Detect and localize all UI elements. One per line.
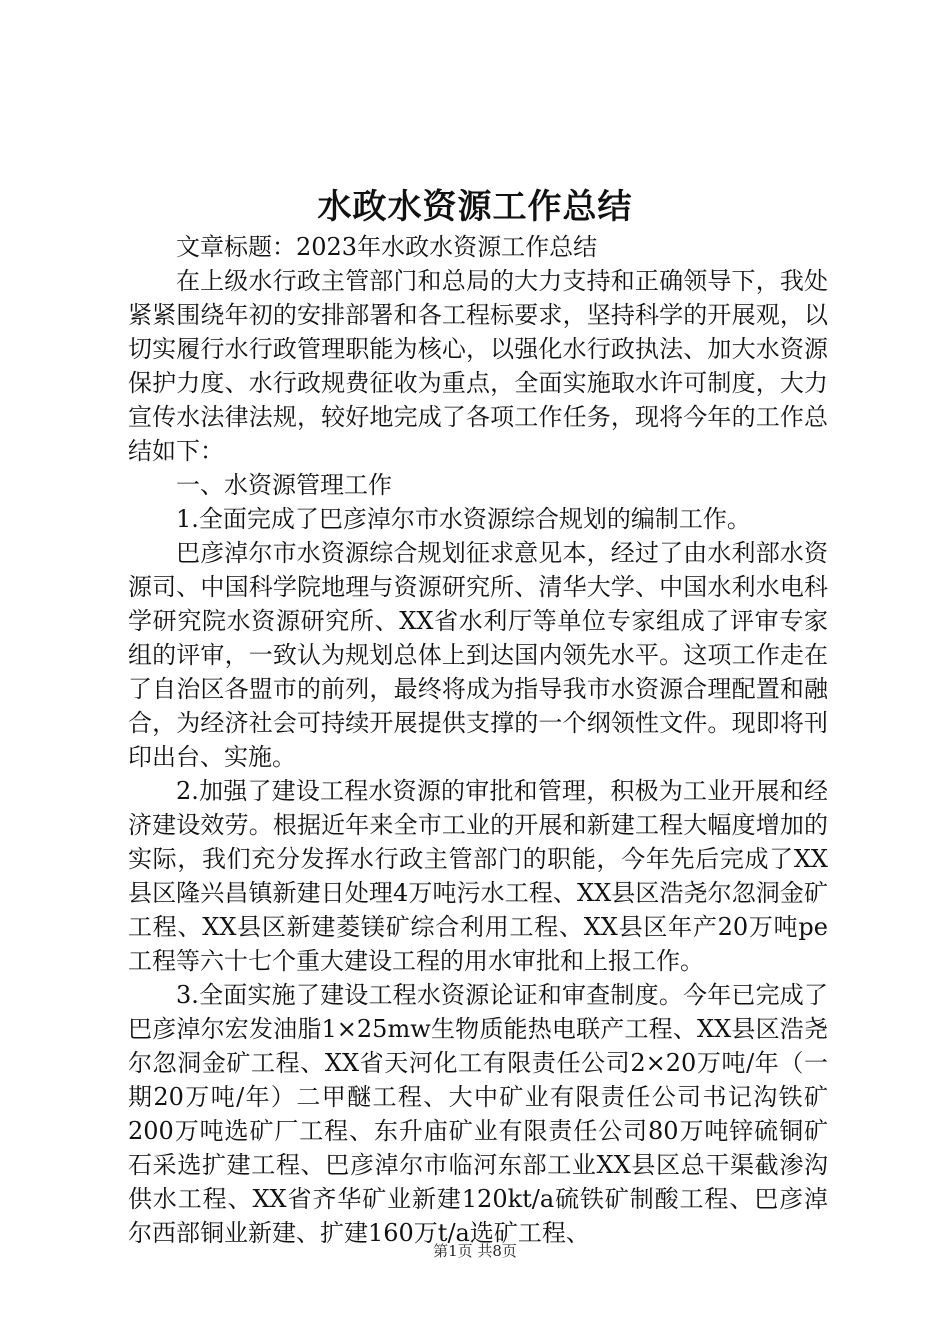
intro-paragraph: 在上级水行政主管部门和总局的大力支持和正确领导下，我处紧紧围绕年初的安排部署和各工程标要求，坚持科学的开展观，以切实履行水行政管理职能为核心，以强化水行政执法、加大水资源保护力度、水行政规费征收为重点，全面实施取水许可制度，大力宣传水法律法规，较好地完成了各项工作任务，现将今年的工作总结如下： [128,267,828,465]
item-2-paragraph: 2.加强了建设工程水资源的审批和管理，积极为工业开展和经济建设效劳。根据近年来全市工业的开展和新建工程大幅度增加的实际，我们充分发挥水行政主管部门的职能，今年先后完成了XX县区隆兴昌镇新建日处理4万吨污水工程、XX县区浩尧尔忽洞金矿工程、XX县区新建菱镁矿综合利用工程、XX县区年产20万吨pe工程等六十七个重大建设工程的用水审批和上报工作。 [128,777,828,975]
article-title-line: 文章标题：2023年水政水资源工作总结 [176,233,598,261]
document-body [128,230,828,1250]
document-title: 水政水资源工作总结 [317,187,633,227]
item-1-paragraph: 巴彦淖尔市水资源综合规划征求意见本，经过了由水利部水资源司、中国科学院地理与资源研究所、清华大学、中国水利水电科学研究院水资源研究所、XX省水利厅等单位专家组成了评审专家组的评审，一致认为规划总体上到达国内领先水平。这项工作走在了自治区各盟市的前列，最终将成为指导我市水资源合理配置和融合，为经济社会可持续开展提供支撑的一个纲领性文件。现即将刊印出台、实施。 [128,539,828,771]
section-heading: 一、水资源管理工作 [176,471,392,499]
page-footer: 第1页 共8页 [433,1242,517,1260]
item-3-paragraph: 3.全面实施了建设工程水资源论证和审查制度。今年已完成了巴彦淖尔宏发油脂1×25mw生物质能热电联产工程、XX县区浩尧尔忽洞金矿工程、XX省天河化工有限责任公司2×20万吨/年（一期20万吨/年）二甲醚工程、大中矿业有限责任公司书记沟铁矿200万吨选矿厂工程、东升庙矿业有限责任公司80万吨锌硫铜矿石采选扩建工程、巴彦淖尔市临河东部工业XX县区总干渠截渗沟供水工程、XX省齐华矿业新建120kt/a硫铁矿制酸工程、巴彦淖尔西部铜业新建、扩建160万t/a选矿工程、 [128,981,828,1247]
item-1-heading: 1.全面完成了巴彦淖尔市水资源综合规划的编制工作。 [176,505,751,533]
